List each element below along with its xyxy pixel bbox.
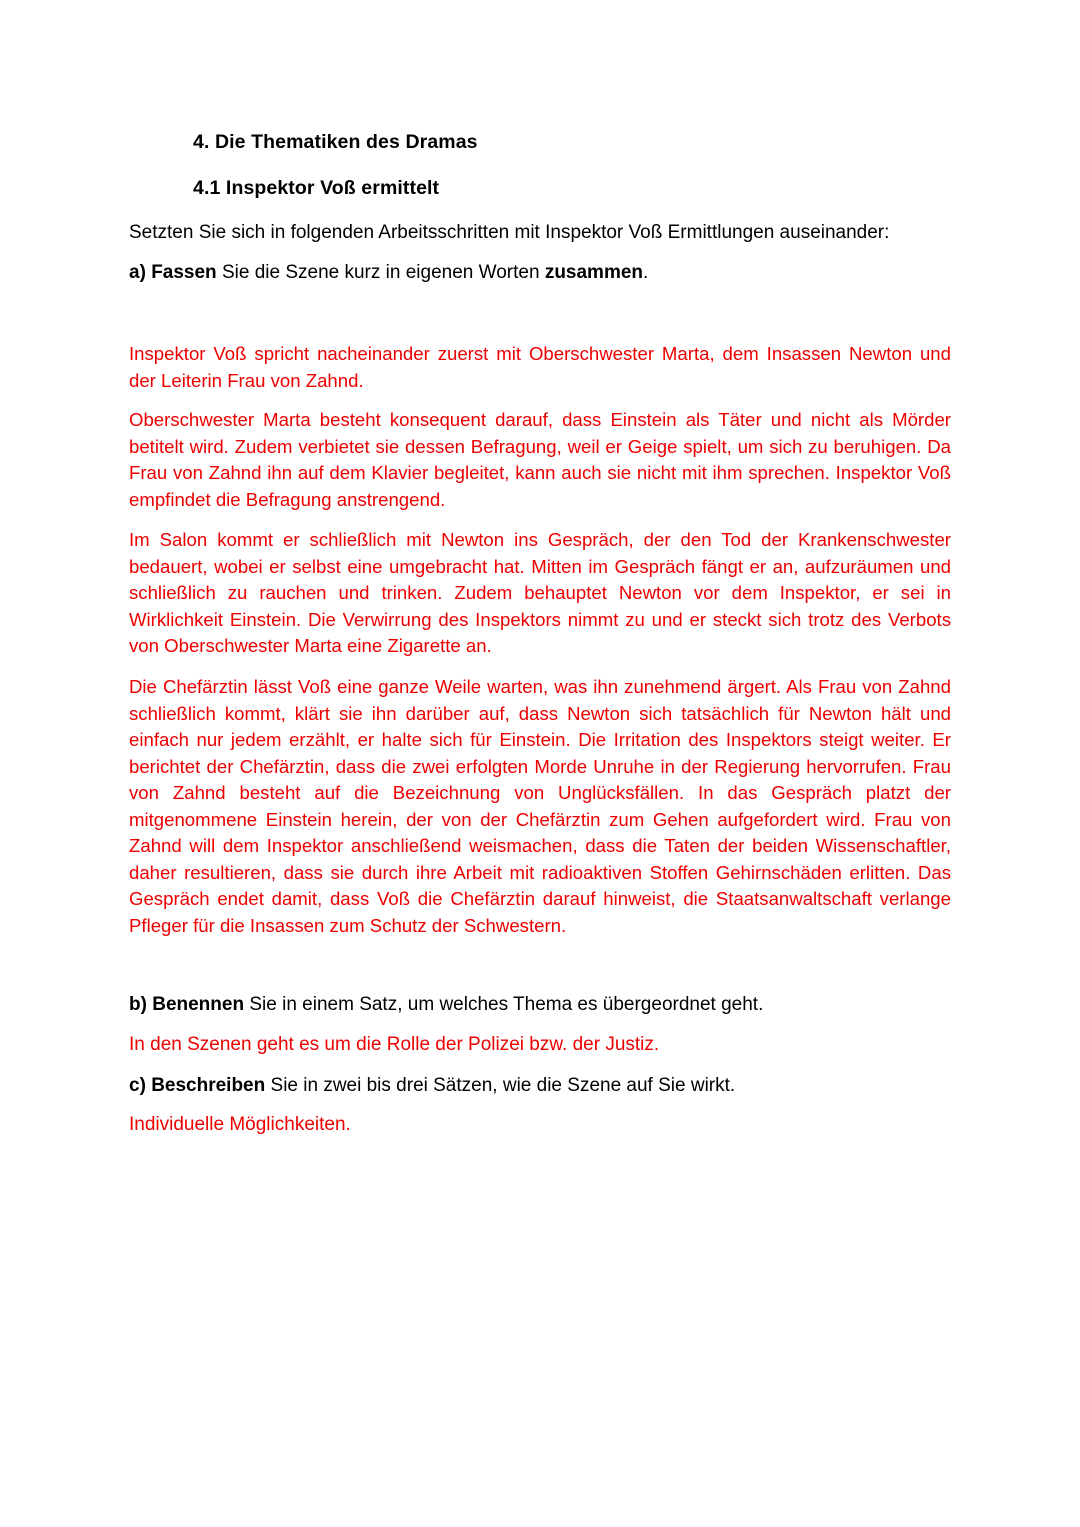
answer-a-paragraph-3: Im Salon kommt er schließlich mit Newton ins Gespräch, der den Tod der Krankenschwester bedauert, wobei er selbst eine umgebracht hat. Mitten im Gespräch fängt er an, aufzuräumen und schließlich zu rauchen und trinken. Zudem behauptet Newton vor dem Inspektor, er sei in Wirklichkeit Einstein. Die Verwirrung des Inspektors nimmt zu und er steckt sich trotz des Verbots von Oberschwester Marta eine Zigarette an. — [129, 529, 951, 656]
answer-a-paragraph-1: Inspektor Voß spricht nacheinander zuerst mit Oberschwester Marta, dem Insassen Newton und der Leiterin Frau von Zahnd. — [129, 343, 951, 391]
intro-text: Setzten Sie sich in folgenden Arbeitsschritten mit Inspektor Voß Ermittlungen auseinander: — [129, 222, 890, 243]
answer-a-paragraph-4: Die Chefärztin lässt Voß eine ganze Weile warten, was ihn zunehmend ärgert. Als Frau von Zahnd schließlich kommt, klärt sie ihn darüber auf, dass Newton sich tatsächlich für Newton hält und einfach nur jedem erzählt, er halte sich für Einstein. Die Irritation des Inspektors steigt weiter. Er berichtet der Chefärztin, dass die zwei erfolgten Morde Unruhe in der Regierung hervorrufen. Frau von Zahnd besteht auf die Bezeichnung von Unglücksfällen. In das Gespräch platzt der mitgenommene Einstein herein, der von der Chefärztin zum Gehen aufgefordert wird. Frau von Zahnd will dem Inspektor anschließend weismachen, dass die Taten der beiden Wissenschaftler, daher resultieren, dass sie durch ihre Arbeit mit radioaktiven Stoffen Gehirnschäden erlitten. Das Gespräch endet damit, dass Voß die Chefärztin darauf hinweist, die Staatsanwaltschaft verlange Pfleger für die Insassen zum Schutz der Schwestern. — [129, 676, 951, 936]
task-a-verb: Fassen — [151, 262, 217, 283]
task-c-text: Sie in zwei bis drei Sätzen, wie die Szene auf Sie wirkt. — [270, 1075, 736, 1096]
task-a-label: a) — [129, 262, 146, 283]
task-b-text: Sie in einem Satz, um welches Thema es übergeordnet geht. — [249, 994, 764, 1015]
task-c — [129, 1075, 735, 1097]
task-b-label: b) — [129, 994, 147, 1015]
section-subtitle: 4.1 Inspektor Voß ermittelt — [193, 177, 440, 199]
task-b — [129, 994, 763, 1016]
answer-b: In den Szenen geht es um die Rolle der Polizei bzw. der Justiz. — [129, 1034, 660, 1055]
task-a — [129, 262, 648, 284]
answer-c: Individuelle Möglichkeiten. — [129, 1114, 351, 1135]
answer-a-paragraph-2: Oberschwester Marta besteht konsequent darauf, dass Einstein als Täter und nicht als Mörder betitelt wird. Zudem verbietet sie dessen Befragung, weil er Geige spielt, um sich zu beruhigen. Da Frau von Zahnd ihn auf dem Klavier begleitet, kann auch sie nicht mit ihm sprechen. Inspektor Voß empfindet die Befragung anstrengend. — [129, 409, 951, 510]
section-title: 4. Die Thematiken des Dramas — [193, 131, 478, 153]
task-c-label: c) — [129, 1075, 146, 1096]
task-b-verb: Benennen — [152, 994, 245, 1015]
task-a-end: . — [643, 262, 649, 283]
task-a-verb2: zusammen — [544, 262, 644, 283]
task-a-text: Sie die Szene kurz in eigenen Worten — [221, 262, 540, 283]
task-c-verb: Beschreiben — [151, 1075, 266, 1096]
